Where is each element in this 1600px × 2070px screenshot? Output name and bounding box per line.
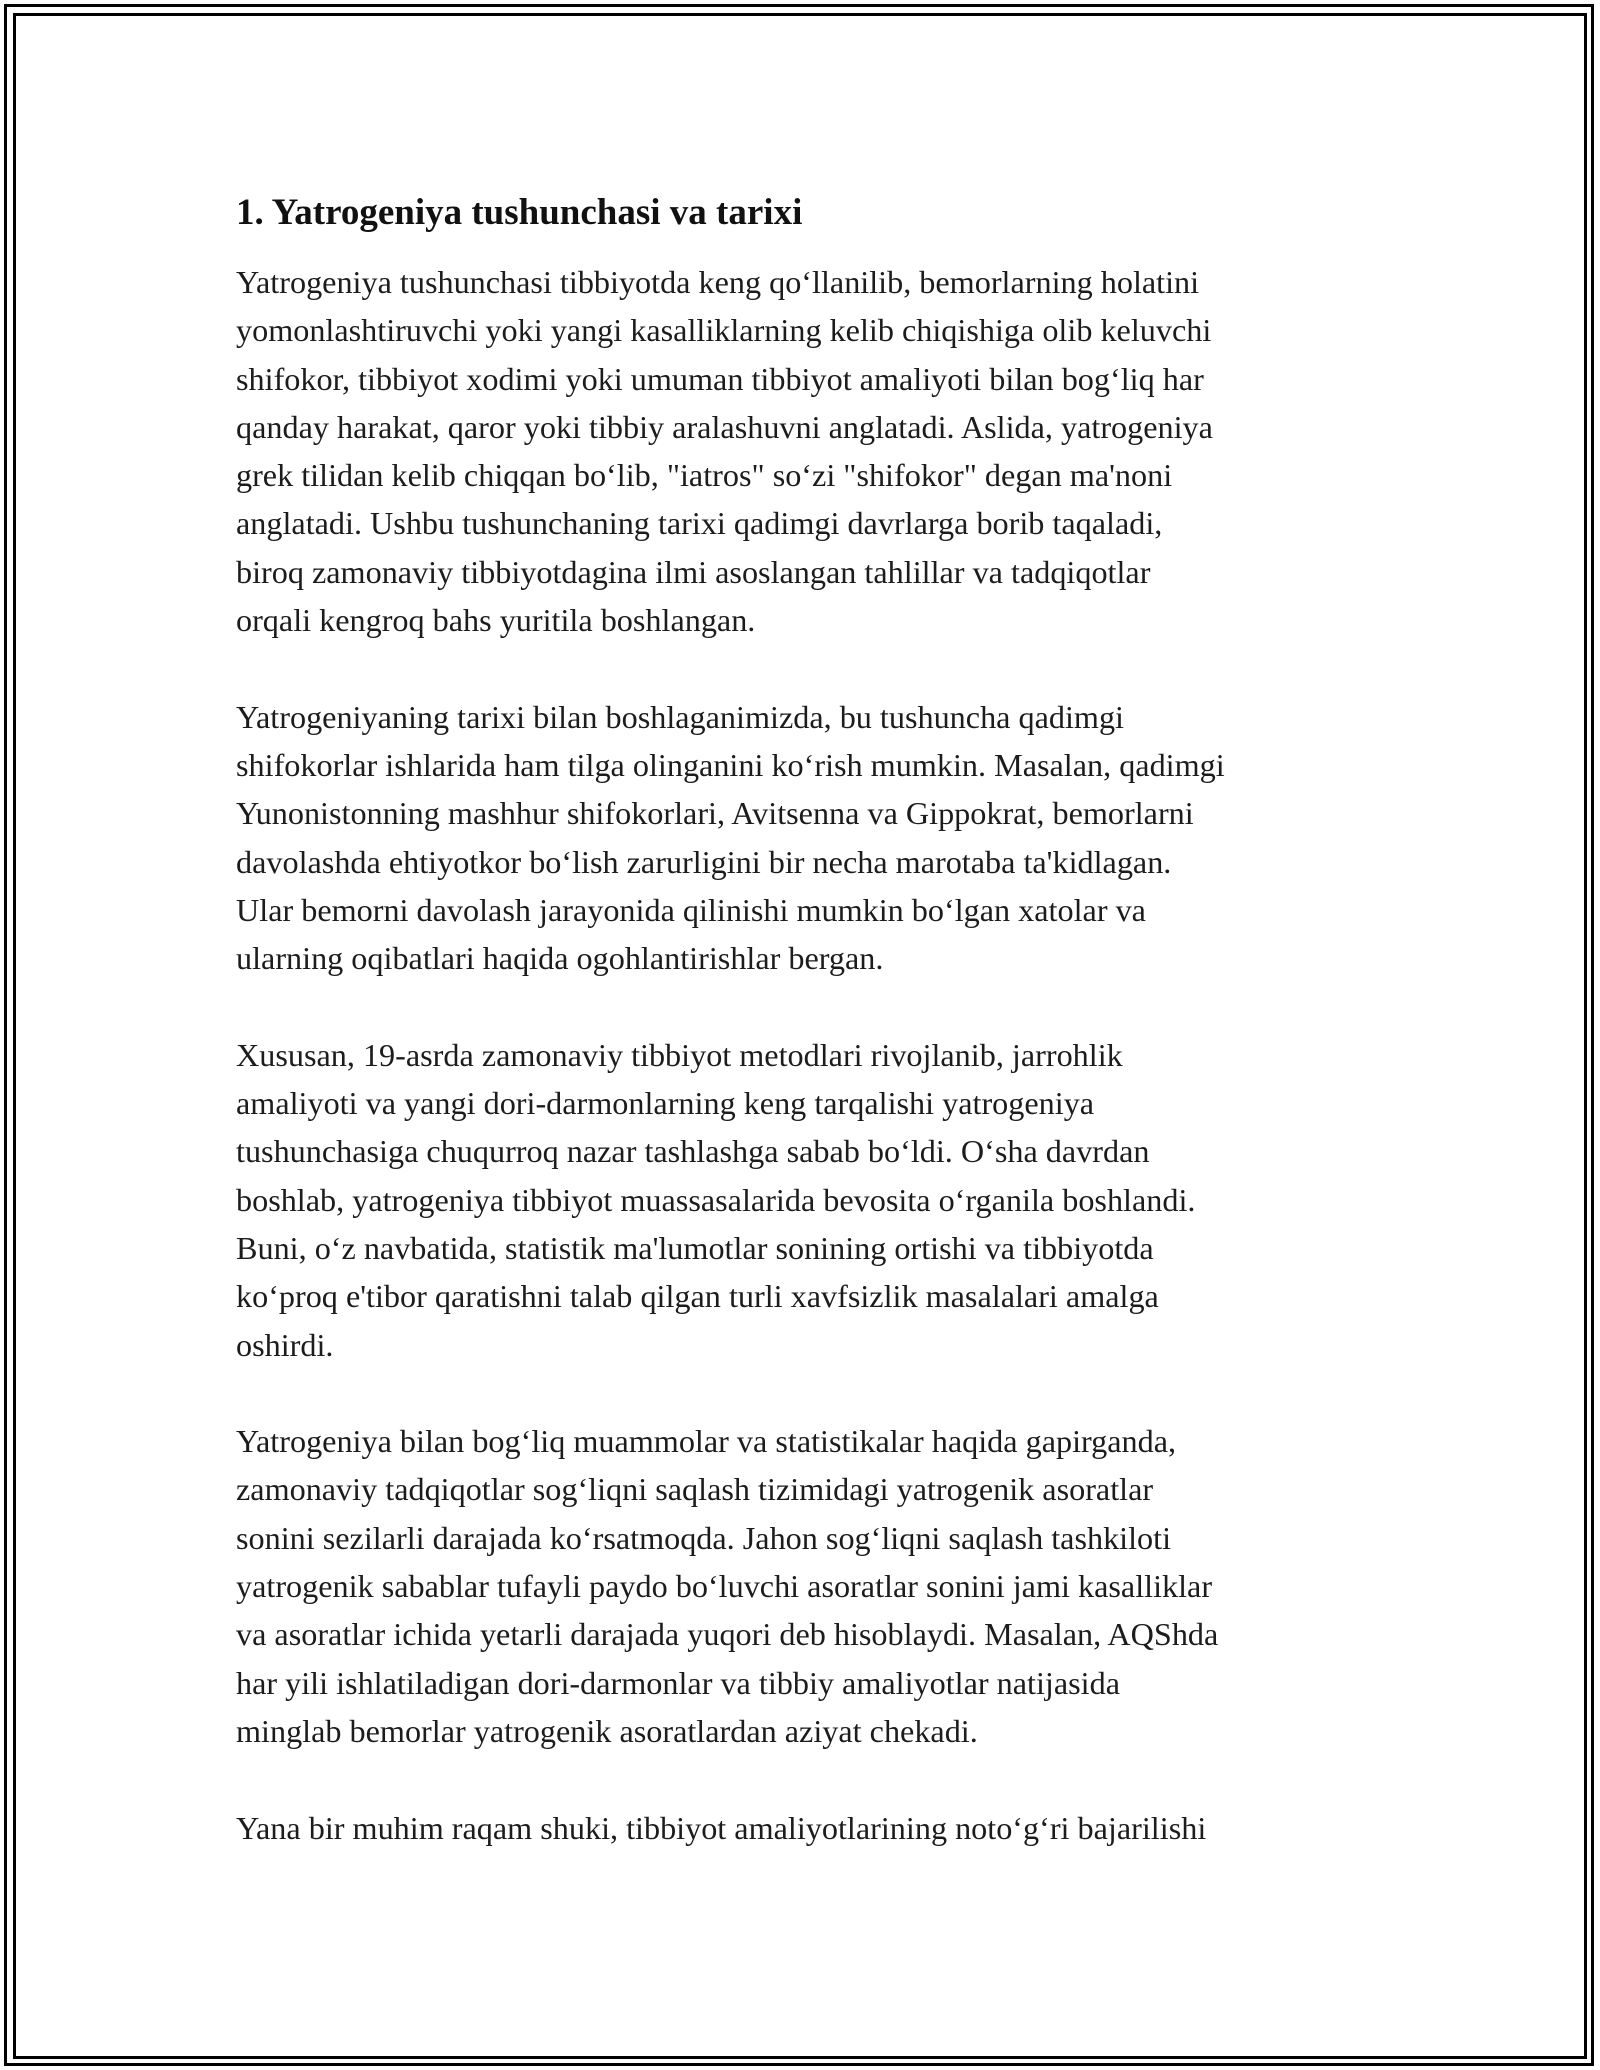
paragraph-line: Yatrogeniyaning tarixi bilan boshlaganimizda, bu tushuncha qadimgi [236,698,1124,735]
paragraph-line: har yili ishlatiladigan dori-darmonlar va tibbiy amaliyotlar natijasida [236,1664,1121,1701]
paragraph-line: ko‘proq e'tibor qaratishni talab qilgan turli xavfsizlik masalalari amalga [236,1278,1159,1315]
paragraph-line: Xususan, 19-asrda zamonaviy tibbiyot metodlari rivojlanib, jarrohlik [236,1036,1123,1073]
paragraph-line: zamonaviy tadqiqotlar sog‘liqni saqlash tizimidagi yatrogenik asoratlar [236,1471,1154,1508]
paragraph-2 [236,693,1366,983]
paragraph-line: shifokor, tibbiyot xodimi yoki umuman tibbiyot amaliyoti bilan bog‘liq har [236,360,1204,397]
paragraph-line: davolashda ehtiyotkor bo‘lish zarurligini bir necha marotaba ta'kidlagan. [236,843,1172,880]
paragraph-line: Yatrogeniya tushunchasi tibbiyotda keng qo‘llanilib, bemorlarning holatini [236,264,1200,300]
paragraph-line: shifokorlar ishlarida ham tilga olinganini ko‘rish mumkin. Masalan, qadimgi [236,746,1225,783]
paragraph-1 [236,258,1366,644]
paragraph-line: ularning oqibatlari haqida ogohlantirishlar bergan. [236,940,884,977]
paragraph-line: Yana bir muhim raqam shuki, tibbiyot amaliyotlarining noto‘g‘ri bajarilishi [236,1809,1207,1846]
paragraph-line: yatrogenik sabablar tufayli paydo bo‘luvchi asoratlar sonini jami kasalliklar [236,1568,1213,1605]
paragraph-line: amaliyoti va yangi dori-darmonlarning keng tarqalishi yatrogeniya [236,1085,1095,1122]
paragraph-line: anglatadi. Ushbu tushunchaning tarixi qadimgi davrlarga borib taqaladi, [236,505,1163,542]
paragraph-line: boshlab, yatrogeniya tibbiyot muassasalarida bevosita o‘rganila boshlandi. [236,1181,1196,1218]
paragraph-line: grek tilidan kelib chiqqan bo‘lib, "iatros" so‘zi "shifokor" degan ma'noni [236,457,1173,494]
paragraph-line: oshirdi. [236,1326,334,1363]
paragraph-line: Yunonistonning mashhur shifokorlari, Avitsenna va Gippokrat, bemorlarni [236,795,1194,832]
paragraph-line: va asoratlar ichida yetarli darajada yuqori deb hisoblaydi. Masalan, AQShda [236,1616,1219,1653]
paragraph-4 [236,1417,1366,1755]
paragraph-line: qanday harakat, qaror yoki tibbiy aralashuvni anglatadi. Aslida, yatrogeniya [236,408,1213,445]
paragraph-3 [236,1031,1366,1369]
paragraph-line: Buni, o‘z navbatida, statistik ma'lumotlar sonining ortishi va tibbiyotda [236,1229,1154,1266]
section-heading: 1. Yatrogeniya tushunchasi va tarixi [236,192,803,233]
paragraph-line: minglab bemorlar yatrogenik asoratlardan aziyat chekadi. [236,1712,978,1749]
paragraph-line: Ular bemorni davolash jarayonida qilinishi mumkin bo‘lgan xatolar va [236,891,1146,928]
paragraph-line: Yatrogeniya bilan bog‘liq muammolar va statistikalar haqida gapirganda, [236,1423,1177,1460]
document-body [236,188,1366,1900]
paragraph-line: tushunchasiga chuqurroq nazar tashlashga sabab bo‘ldi. O‘sha davrdan [236,1133,1150,1170]
paragraph-line: yomonlashtiruvchi yoki yangi kasalliklarning kelib chiqishiga olib keluvchi [236,312,1212,349]
paragraph-line: orqali kengroq bahs yuritila boshlangan. [236,602,756,639]
paragraph-5 [236,1804,1366,1852]
paragraph-line: biroq zamonaviy tibbiyotdagina ilmi asoslangan tahlillar va tadqiqotlar [236,553,1151,590]
paragraph-line: sonini sezilarli darajada ko‘rsatmoqda. Jahon sog‘liqni saqlash tashkiloti [236,1519,1172,1556]
